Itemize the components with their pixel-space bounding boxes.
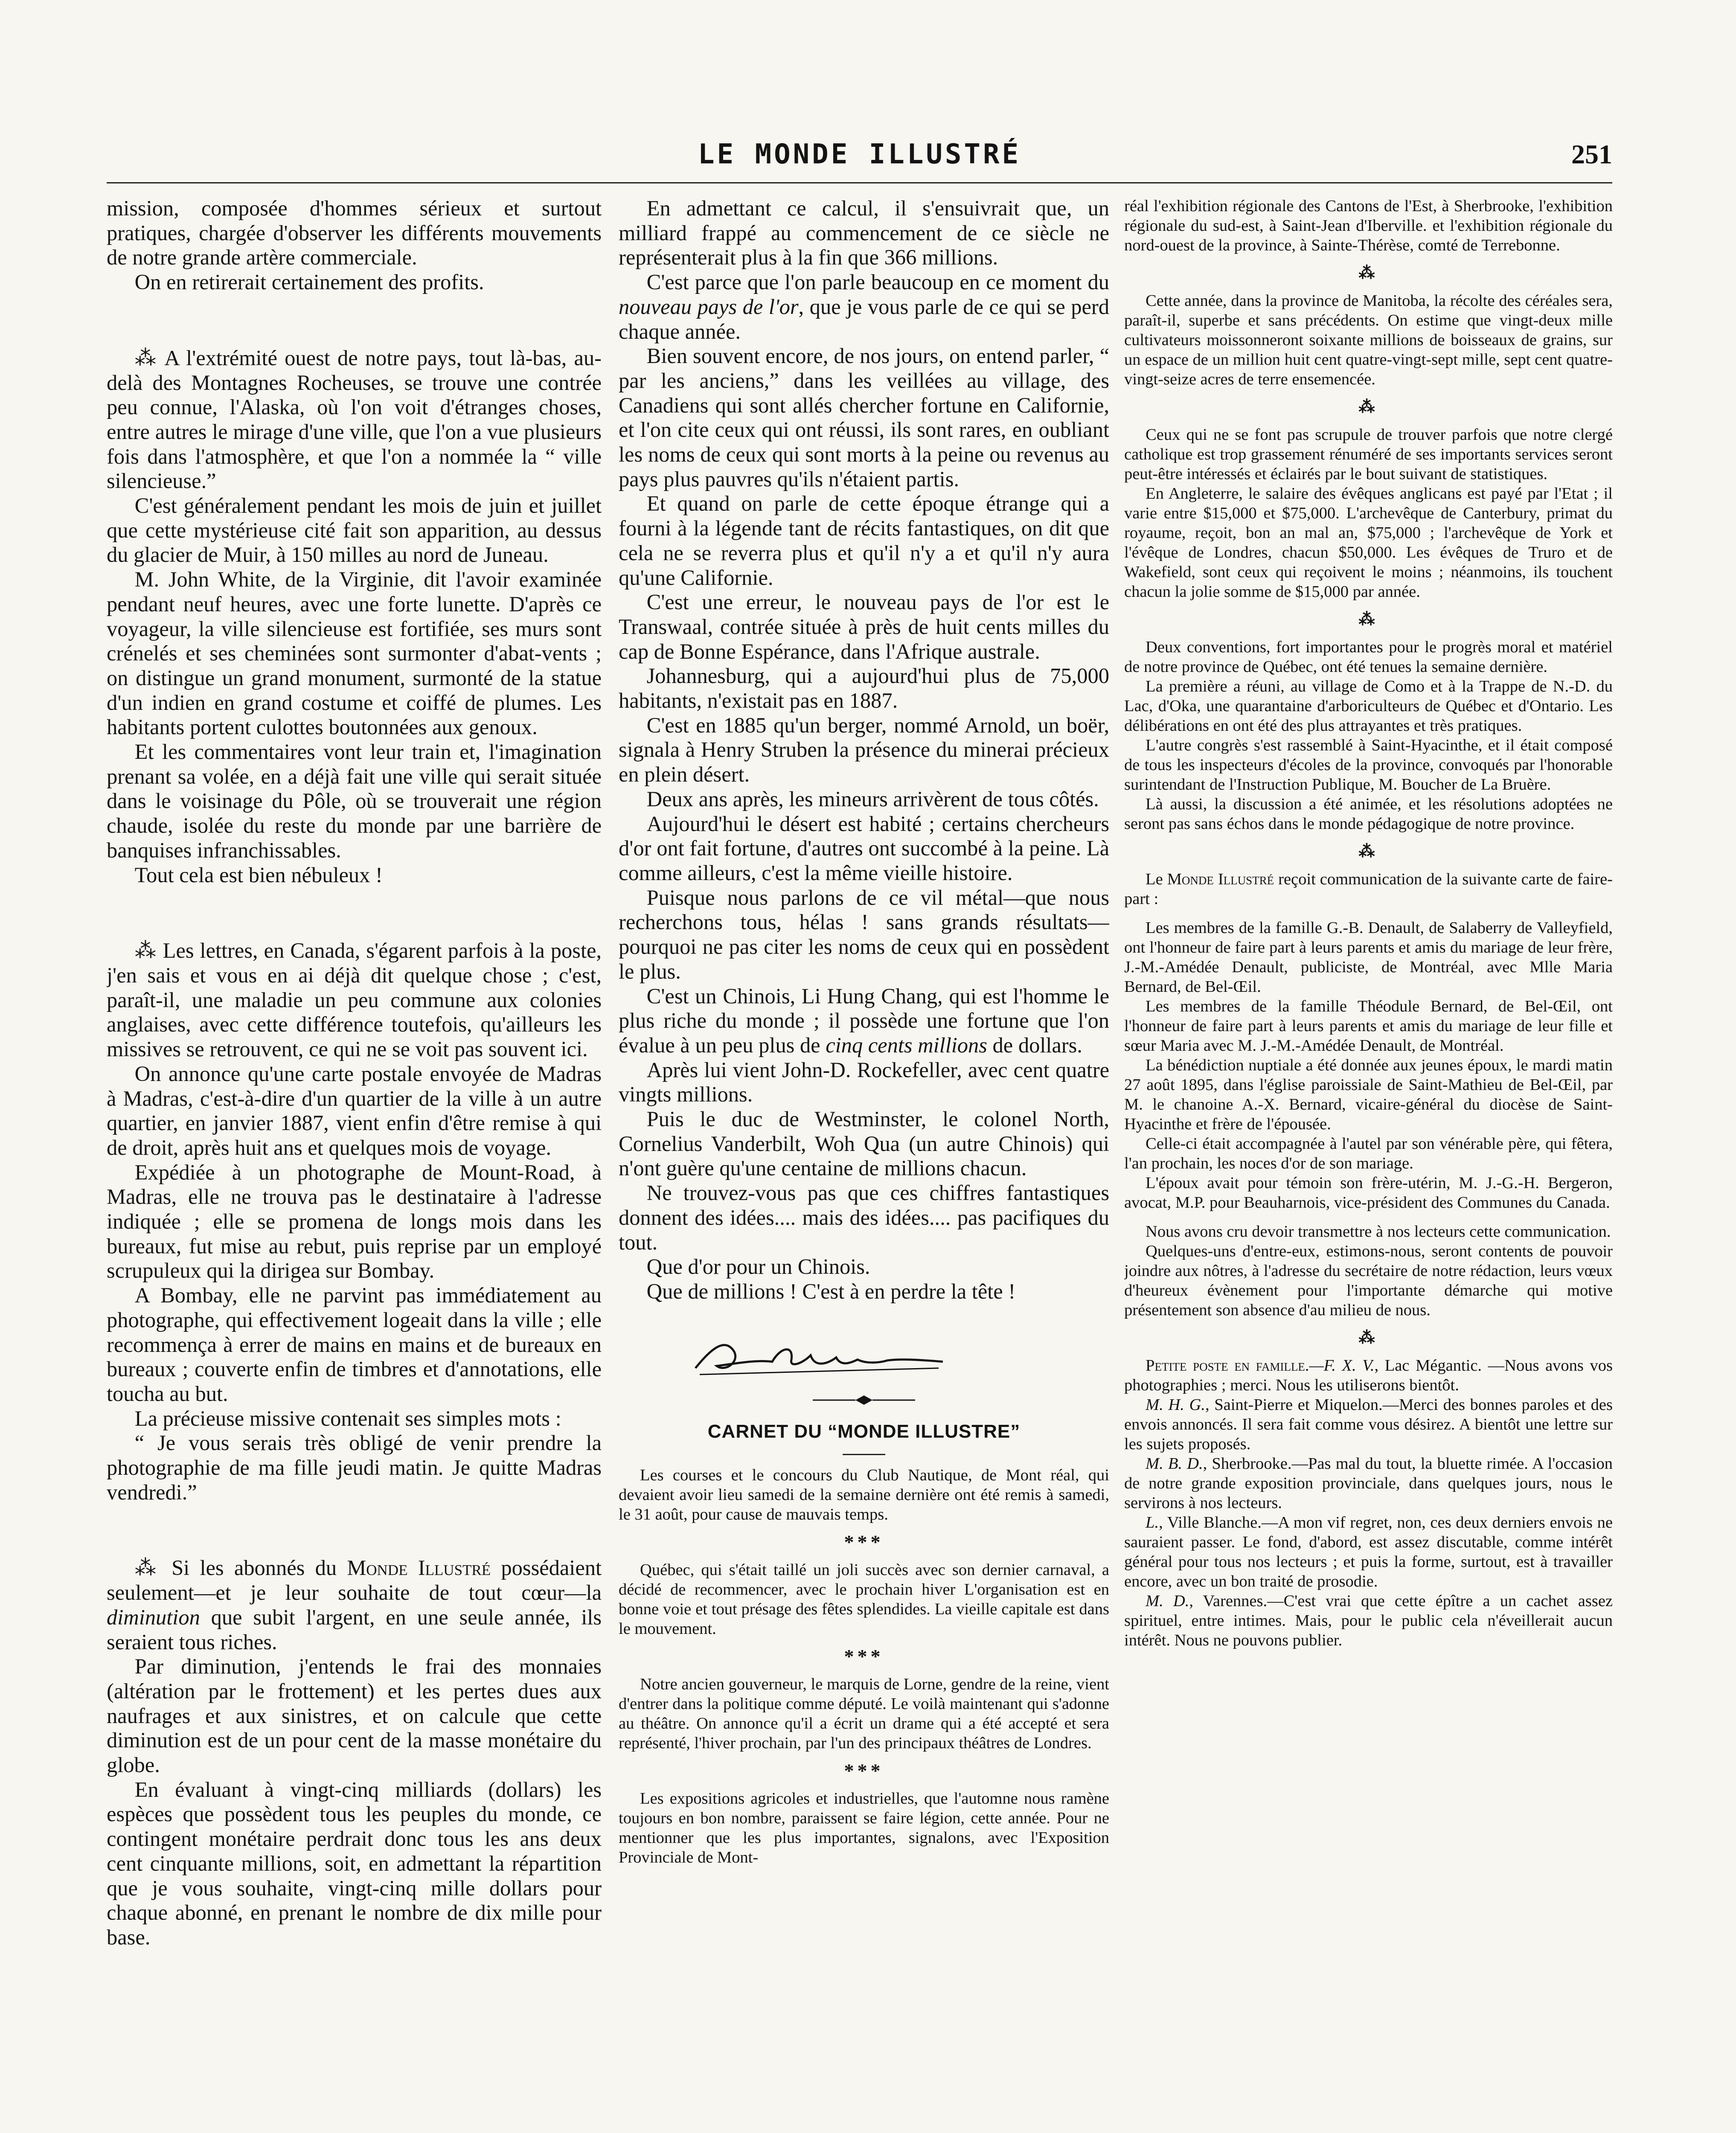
asterism: ⁂ — [1358, 264, 1378, 282]
author-signature-icon — [687, 1321, 951, 1385]
paragraph: Québec, qui s'était taillé un joli succès avec son dernier carnaval, a décidé de recommencer, avec le prochain hiver L'organisation est en bonne voie et tout présage des fêtes splendides. La vieille capitale est dans le mouvement. — [619, 1561, 1109, 1638]
paragraph: Cette année, dans la province de Manitoba, la récolte des céréales sera, paraît-il, superbe et sans précédents. On estime que vingt-deux mille cultivateurs moissonneront soixante millions de boisseaux de grains, sur un espace de un million huit cent quatre-vingt-sept mille, sept cent quatre-vingt-seize acres de terre ensemencée. — [1124, 292, 1613, 388]
paragraph: Par diminution, j'entends le frai des monnaies (altération par le frottement) et les pertes dues aux naufrages et aux sinistres, et on calcule que cette diminution est de un pour cent de la masse monétaire du globe. — [107, 1654, 602, 1777]
ornament-divider-icon — [808, 1394, 919, 1407]
paragraph: En Angleterre, le salaire des évêques anglicans est payé par l'Etat ; il varie entre $15,000 et $75,000. L'archevêque de Canterbury, primat du royaume, reçoit, bon an mal an, $75,000 ; l'archevêque de York et l'évêque de Londres, chacun $50,000. Les évêques de Truro et de Wakefield, sont ceux qui reçoivent le moins ; néanmoins, ils touchent chacun la jolie somme de $15,000 par année. — [1124, 485, 1613, 601]
paragraph: Tout cela est bien nébuleux ! — [134, 863, 383, 887]
header-rule — [107, 182, 1612, 183]
paragraph: ⁂ Les lettres, en Canada, s'égarent parfois à la poste, j'en sais et vous en ai déjà dit quelque chose ; c'est, paraît-il, une maladie un peu commune aux colonies anglaises, avec cette différence toutefois, qu'ailleurs les missives se retrouvent, ce qui ne se voit pas souvent ici. — [107, 939, 602, 1061]
page-header — [107, 139, 1612, 186]
paragraph: Aujourd'hui le désert est habité ; certains chercheurs d'or ont fait fortune, d'autres ont succombé à la peine. Là comme ailleurs, c'est la même vieille histoire. — [619, 811, 1109, 885]
paragraph: mission, composée d'hommes sérieux et surtout pratiques, chargée d'observer les différents mouvements de notre grande artère commerciale. — [107, 196, 602, 270]
paragraph: En admettant ce calcul, il s'ensuivrait que, un milliard frappé au commencement de ce siècle ne représenterait plus à la fin que 366 millions. — [619, 196, 1109, 270]
paragraph: C'est une erreur, le nouveau pays de l'or est le Transwaal, contrée située à près de huit cents milles du cap de Bonne Espérance, dans l'Afrique australe. — [619, 590, 1109, 663]
paragraph: Ne trouvez-vous pas que ces chiffres fantastiques donnent des idées.... mais des idées.... pas pacifiques du tout. — [619, 1181, 1109, 1254]
asterism: ⁂ — [1358, 843, 1378, 860]
paragraph: Notre ancien gouverneur, le marquis de Lorne, gendre de la reine, vient d'entrer dans la politique comme député. Le voilà maintenant qui s'adonne au théâtre. On annonce qu'il a écrit un drame qui a été accepté et sera représenté, l'hiver prochain, par l'un des principaux théâtres de Londres. — [619, 1675, 1109, 1752]
paragraph: L'autre congrès s'est rassemblé à Saint-Hyacinthe, et il était composé de tous les inspecteurs d'écoles de la province, convoqués par l'honorable surintendant de l'Instruction Publique, M. Boucher de La Bruère. — [1124, 736, 1613, 793]
asterism-mark: ⁂ — [134, 939, 157, 963]
paragraph: Que d'or pour un Chinois. — [646, 1255, 870, 1279]
paragraph: C'est généralement pendant les mois de juin et juillet que cette mystérieuse cité fait son apparition, au dessus du glacier de Muir, à 150 milles au nord de Juneau. — [107, 494, 602, 567]
paragraph: C'est parce que l'on parle beaucoup en ce moment du nouveau pays de l'or, que je vous parle de ce qui se perd chaque année. — [619, 270, 1109, 343]
asterism-mark: ⁂ — [134, 346, 158, 370]
paragraph: M. D., Varennes.—C'est vrai que cette épître a un cachet assez spirituel, entre intimes. Mais, pour le public cela n'éveillerait aucun intérêt. Nous ne pouvons publier. — [1124, 1592, 1613, 1649]
column-3 — [1124, 196, 1613, 2133]
asterism: *** — [844, 1645, 884, 1668]
paragraph: La première a réuni, au village de Como et à la Trappe de N.-D. du Lac, d'Oka, une quarantaine d'arboriculteurs de Québec et d'Ontario. Les délibérations en ont été des plus attrayantes et très pratiques. — [1124, 677, 1613, 735]
paragraph: Puis le duc de Westminster, le colonel North, Cornelius Vanderbilt, Woh Qua (un autre Chinois) qui n'ont guère qu'une centaine de millions chacun. — [619, 1107, 1109, 1180]
asterism: ⁂ — [1358, 610, 1378, 628]
paragraph: Nous avons cru devoir transmettre à nos lecteurs cette communication. — [1146, 1223, 1611, 1241]
paragraph: Petite poste en famille.—F. X. V., Lac Mégantic. —Nous avons vos photographies ; merci. Nous les utiliserons bientôt. — [1124, 1357, 1613, 1394]
paragraph: Et les commentaires vont leur train et, l'imagination prenant sa volée, en a déjà fait une ville qui serait située dans le voisinage du Pôle, où se trouverait une région chaude, isolée du reste du monde par une barrière de banquises infranchissables. — [107, 740, 602, 862]
paragraph: Ceux qui ne se font pas scrupule de trouver parfois que notre clergé catholique est trop grassement rénuméré de ses importants services seront peut-être intéressés et éclairés par le bout suivant de statistiques. — [1124, 426, 1613, 483]
asterism: *** — [844, 1760, 884, 1782]
carnet-section — [619, 1419, 1109, 1868]
column-2 — [619, 196, 1109, 2133]
paragraph: M. H. G., Saint-Pierre et Miquelon.—Merci des bonnes paroles et des envois annoncés. Il sera fait comme vous désirez. A bientôt une lettre sur les sujets proposés. — [1124, 1396, 1613, 1453]
asterism-mark: ⁂ — [134, 1556, 161, 1580]
column-1 — [107, 196, 602, 2133]
paragraph: Quelques-uns d'entre-eux, estimons-nous, seront contents de pouvoir joindre aux nôtres, à l'adresse du secrétaire de notre rédaction, leurs vœux d'heureux évènement pour l'importante démarche qui motive présentement son absence d'au milieu de nous. — [1124, 1242, 1613, 1319]
paragraph: On annonce qu'une carte postale envoyée de Madras à Madras, c'est-à-dire d'un quartier de la ville à un autre quartier, en janvier 1887, vient enfin d'être remise à qui de droit, après huit ans et quelques mois de voyage. — [107, 1061, 602, 1159]
paragraph: L., Ville Blanche.—A mon vif regret, non, ces deux derniers envois ne sauraient passer. Le fond, d'abord, est assez discutable, comme intérêt général pour tous nos lecteurs ; et puis la forme, surtout, est à travailler encore, avec un bon traité de prosodie. — [1124, 1514, 1613, 1590]
title-rule — [843, 1454, 885, 1455]
quotation: “ Je vous serais très obligé de venir prendre la photographie de ma fille jeudi matin. Je quitte Madras vendredi.” — [107, 1431, 602, 1504]
paragraph: Puisque nous parlons de ce vil métal—que nous recherchons tous, hélas ! sans grands résultats—pourquoi ne pas citer les noms de ceux qui en possèdent le plus. — [619, 885, 1109, 983]
paragraph: La précieuse missive contenait ses simples mots : — [134, 1406, 561, 1430]
paragraph: M. B. D., Sherbrooke.—Pas mal du tout, la bluette rimée. A l'occasion de notre grande exposition provinciale, dans quelques jours, nous le servirons à nos lecteurs. — [1124, 1455, 1613, 1512]
paragraph: En évaluant à vingt-cinq milliards (dollars) les espèces que possèdent tous les peuples du monde, ce contingent monétaire perdrait donc tous les ans deux cent cinquante millions, soit, en admettant la répartition que je vous souhaite, vingt-cinq mille dollars pour chaque abonné, en prenant le nombre de dix mille pour base. — [107, 1777, 602, 1949]
paragraph: ⁂ A l'extrémité ouest de notre pays, tout là-bas, au-delà des Montagnes Rocheuses, se trouve une contrée peu connue, l'Alaska, où l'on voit d'étranges choses, entre autres le mirage d'une ville, que l'on a vue plusieurs fois dans l'atmosphère, et que l'on a nommée la “ ville silencieuse.” — [107, 346, 602, 493]
paragraph: Bien souvent encore, de nos jours, on entend parler, “ par les anciens,” dans les veillées au village, des Canadiens qui sont allés chercher fortune en Californie, et l'on cite ceux qui ont réussi, ils sont rares, en oubliant les noms de ceux qui sont morts à la peine ou revenus au pays plus pauvres qu'ils n'étaient partis. — [619, 344, 1109, 491]
paragraph: Les membres de la famille G.-B. Denault, de Salaberry de Valleyfield, ont l'honneur de faire part à leurs parents et amis du mariage de leur frère, J.-M.-Amédée Denault, publiciste, de Montréal, avec Mlle Maria Bernard, de Bel-Œil. — [1124, 919, 1613, 996]
paragraph: Que de millions ! C'est à en perdre la tête ! — [646, 1279, 1016, 1303]
section-title: CARNET DU “MONDE ILLUSTRE” — [707, 1421, 1021, 1442]
paragraph: C'est en 1885 qu'un berger, nommé Arnold, un boër, signala à Henry Struben la présence du minerai précieux en plein désert. — [619, 713, 1109, 787]
paragraph: Deux conventions, fort importantes pour le progrès moral et matériel de notre province de Québec, ont été tenues la semaine dernière. — [1124, 638, 1613, 676]
paragraph: réal l'exhibition régionale des Cantons de l'Est, à Sherbrooke, l'exhibition régionale du sud-est, à Saint-Jean d'Iberville. et l'exhibition régionale du nord-ouest de la province, à Sainte-Thérèse, comté de Terrebonne. — [1124, 197, 1613, 254]
paragraph: On en retirerait certainement des profits. — [134, 270, 484, 294]
paragraph: Johannesburg, qui a aujourd'hui plus de 75,000 habitants, n'existait pas en 1887. — [619, 664, 1109, 713]
paragraph: ⁂ Si les abonnés du Monde Illustré possédaient seulement—et je leur souhaite de tout cœur—la diminution que subit l'argent, en une seule année, ils seraient tous riches. — [107, 1556, 602, 1654]
asterism: ⁂ — [1358, 398, 1378, 416]
paragraph: Là aussi, la discussion a été animée, et les résolutions adoptées ne seront pas sans échos dans le monde pédagogique de notre province. — [1124, 795, 1613, 833]
page-number: 251 — [1571, 139, 1612, 169]
paragraph: L'époux avait pour témoin son frère-utérin, M. J.-G.-H. Bergeron, avocat, M.P. pour Beauharnois, vice-président des Communes du Canada. — [1124, 1174, 1613, 1212]
paragraph: Les expositions agricoles et industrielles, que l'automne nous ramène toujours en bon nombre, paraissent se faire légion, cette année. Pour ne mentionner que les plus importantes, signalons, avec l'Exposition Provinciale de Mont- — [619, 1790, 1109, 1867]
running-title: LE MONDE ILLUSTRÉ — [698, 139, 1021, 170]
paragraph: Après lui vient John-D. Rockefeller, avec cent quatre vingts millions. — [619, 1058, 1109, 1107]
paragraph: La bénédiction nuptiale a été donnée aux jeunes époux, le mardi matin 27 août 1895, dans l'église paroissiale de Saint-Mathieu de Bel-Œil, par M. le chanoine A.-X. Bernard, vicaire-général du diocèse de Saint-Hyacinthe et frère de l'épousée. — [1124, 1056, 1613, 1133]
asterism: *** — [844, 1531, 884, 1553]
paragraph: Et quand on parle de cette époque étrange qui a fourni à la légende tant de récits fantastiques, on dit que cela ne se reverra plus et qu'il n'y a et qu'il n'y aura qu'une Californie. — [619, 491, 1109, 590]
paragraph: Expédiée à un photographe de Mount-Road, à Madras, elle ne trouva pas le destinataire à l'adresse indiquée ; elle se promena de longs mois dans les bureaux, fut mise au rebut, puis reprise par un employé scrupuleux qui la dirigea sur Bombay. — [107, 1160, 602, 1283]
paragraph: Les membres de la famille Théodule Bernard, de Bel-Œil, ont l'honneur de faire part à leurs parents et amis du mariage de leur fille et sœur Maria avec M. J.-M.-Amédée Denault, de Montréal. — [1124, 997, 1613, 1055]
paragraph: Les courses et le concours du Club Nautique, de Mont réal, qui devaient avoir lieu samedi de la semaine dernière ont été remis à samedi, le 31 août, pour cause de mauvais temps. — [619, 1466, 1109, 1524]
asterism: ⁂ — [1358, 1329, 1378, 1347]
paragraph: Deux ans après, les mineurs arrivèrent de tous côtés. — [646, 787, 1099, 811]
paragraph: C'est un Chinois, Li Hung Chang, qui est l'homme le plus riche du monde ; il possède une fortune que l'on évalue à un peu plus de cinq cents millions de dollars. — [619, 984, 1109, 1057]
paragraph: Le Monde Illustré reçoit communication de la suivante carte de faire-part : — [1124, 870, 1613, 908]
paragraph: Celle-ci était accompagnée à l'autel par son vénérable père, qui fêtera, l'an prochain, les noces d'or de son mariage. — [1124, 1135, 1613, 1172]
paragraph: A Bombay, elle ne parvint pas immédiatement au photographe, qui effectivement logeait dans la ville ; elle recommença à errer de mains en mains et de bureaux en bureaux ; couverte enfin de timbres et d'annotations, elle toucha au but. — [107, 1283, 602, 1406]
paragraph: M. John White, de la Virginie, dit l'avoir examinée pendant neuf heures, avec une forte lunette. D'après ce voyageur, la ville silencieuse est fortifiée, ses murs sont crénelés et ses cheminées sont surmonter d'abat-vents ; on distingue un grand monument, surmonté de la statue d'un indien en grand costume et coiffé de plumes. Les habitants portent culottes boutonnées aux genoux. — [107, 567, 602, 739]
